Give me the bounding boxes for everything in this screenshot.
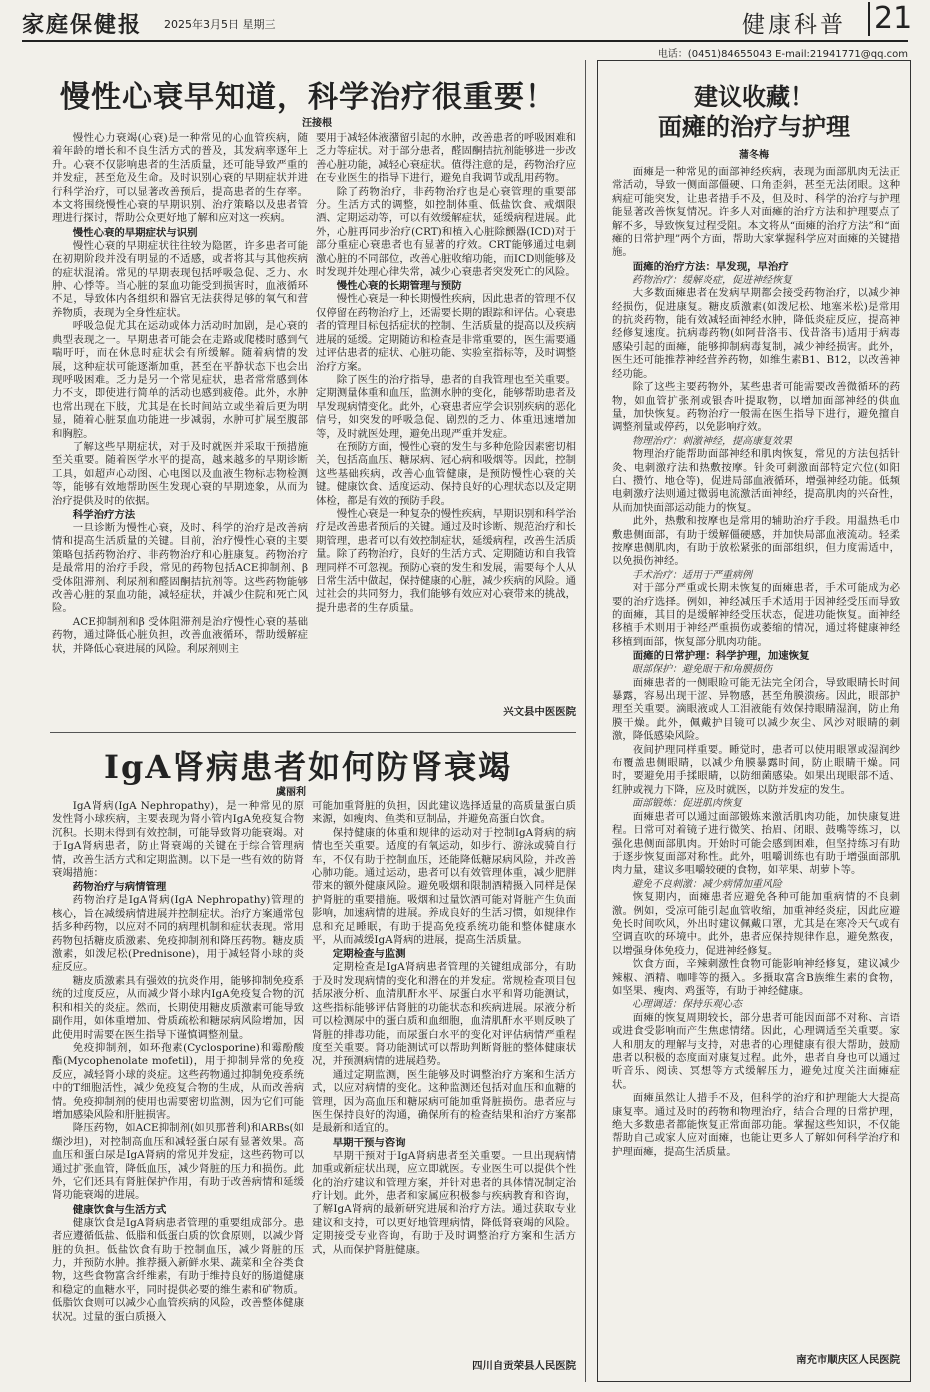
paragraph: 面瘫是一种常见的面部神经疾病，表现为面部肌肉无法正常活动，导致一侧面部僵硬、口角歪斜，甚至无法闭眼。这种病症可能突发，让患者措手不及，但及时、科学的治疗与护理能显著改善恢复情况。许多人对面瘫的治疗方法和护理要点了解不多，导致恢复过程受阻。本文将从“面瘫的治疗方法”和“面瘫的日常护理”两个方面，帮助大家掌握科学应对面瘫的关键措施。: [612, 166, 900, 259]
paragraph: 除了药物治疗，非药物治疗也是心衰管理的重要部分。生活方式的调整，如控制体重、低盐饮食、戒烟限酒、定期运动等，可以有效缓解症状，延缓病程进展。此外，心脏再同步治疗(CRT)和植入心脏除颤器(ICD)对于部分重症心衰患者也有显著的疗效。CRT能够通过电刺激心脏的不同部位，改善心脏收缩功能，而ICD则能够及时发现并处理心律失常，减少心衰患者突发死亡的风险。: [316, 185, 576, 279]
article3-body: [612, 166, 900, 1159]
section-heading: 早期干预与咨询: [332, 1136, 406, 1149]
subsection-heading: 药物治疗：缓解炎症，促进神经恢复: [632, 274, 792, 286]
article1-title: 慢性心衰早知道，科学治疗很重要！: [60, 80, 556, 115]
paragraph: 饮食方面，辛辣刺激性食物可能影响神经修复，建议减少辣椒、酒精、咖啡等的摄入。多摄取富含B族维生素的食物，如坚果、瘦肉、鸡蛋等，有助于神经健康。: [612, 958, 900, 997]
contact-info: 电话：(0451)84655043 E-mail:21941771@qq.com: [657, 49, 908, 60]
subsection-heading: 物理治疗：刺激神经，提高康复效果: [632, 435, 792, 447]
article2-column-2: [312, 800, 576, 1257]
paragraph: 慢性心衰的早期症状往往较为隐匿，许多患者可能在初期阶段并没有明显的不适感，或者将其与其他疾病的症状混淆。常见的早期表现包括呼吸急促、乏力、水肿、心悸等。当心脏的泵血功能受到损害时，血液循环不足，导致体内各组织和器官无法获得足够的氧气和营养物质，表现为全身性症状。: [52, 239, 308, 319]
paragraph: 慢性心衰是一种复杂的慢性疾病，早期识别和科学治疗是改善患者预后的关键。通过及时诊断、规范治疗和长期管理，患者可以有效控制症状，延缓病程，改善生活质量。除了药物治疗，良好的生活方式、定期随访和自我管理同样不可忽视。预防心衰的发生和发展，需要每个人从日常生活中做起，保持健康的心脏，减少疾病的风险。通过社会的共同努力，我们能够有效应对心衰带来的挑战，提升患者的生存质量。: [316, 507, 576, 614]
article2-author: 虞丽利: [276, 787, 306, 798]
section-heading: 药物治疗与病情管理: [72, 881, 167, 894]
article1-source: 兴文县中医医院: [503, 706, 576, 718]
article2-column-1: [52, 800, 304, 1324]
paragraph: 一旦诊断为慢性心衰，及时、科学的治疗是改善病情和提高生活质量的关键。目前，治疗慢性心衰的主要策略包括药物治疗、非药物治疗和心脏康复。药物治疗是最常用的治疗手段，常见的药物包括ACE抑制剂、β 受体阻滞剂、利尿剂和醛固酮拮抗剂等。这些药物能够改善心脏的泵血功能，减轻症状，并减少住院和死亡风险。: [52, 521, 308, 615]
section-heading: 慢性心衰的长期管理与预防: [336, 280, 462, 293]
paragraph: 保持健康的体重和规律的运动对于控制IgA肾病的病情也至关重要。适度的有氧运动，如步行、游泳或骑自行车，不仅有助于控制血压，还能降低糖尿病风险，并改善心肺功能。通过运动，患者可以有效管理体重，减少肥胖带来的额外健康风险。避免吸烟和限制酒精摄入同样是保护肾脏的重要措施。吸烟和过量饮酒可能对肾脏产生负面影响，加速病情的进展。养成良好的生活习惯，如规律作息和充足睡眠，有助于提高免疫系统功能和整体健康水平，从而减缓IgA肾病的进展，提高生活质量。: [312, 826, 576, 947]
section-heading: 面瘫的日常护理：科学护理，加速恢复: [632, 650, 810, 663]
paragraph: 对于部分严重或长期未恢复的面瘫患者，手术可能成为必要的治疗选择。例如，神经减压手术适用于因神经受压而导致的面瘫，其目的是缓解神经受压状态，促进功能恢复。面神经移植手术则用于神经严重损伤或萎缩的情况，通过将健康神经移植到面部，恢复部分肌肉功能。: [612, 582, 900, 648]
paragraph: ACE抑制剂和β 受体阻滞剂是治疗慢性心衰的基础药物，通过降低心脏负担，改善血液循环，帮助缓解症状，并降低心衰进展的风险。利尿剂则主: [52, 615, 308, 655]
column-divider: [585, 60, 586, 1382]
section-name: 健康科普: [742, 12, 846, 38]
paragraph: 慢性心力衰竭(心衰)是一种常见的心血管疾病，随着年龄的增长和不良生活方式的普及，其发病率逐年上升。心衰不仅影响患者的生活质量，还可能导致严重的并发症，甚至危及生命。及时识别心衰的早期症状并进行科学治疗，可以显著改善预后，提高患者的生存率。本文将围绕慢性心衰的早期识别、治疗策略以及患者管理进行探讨，帮助公众更好地了解和应对这一疾病。: [52, 132, 308, 225]
article1-column-1: [52, 132, 308, 656]
section-heading: 科学治疗方法: [72, 508, 136, 521]
paragraph: 除了这些主要药物外，某些患者可能需要改善微循环的药物，如血管扩张剂或银杏叶提取物，以增加面部神经的供血量，加快恢复。药物治疗一般需在医生指导下进行，避免擅自调整剂量或停药，以免影响疗效。: [612, 381, 900, 434]
paragraph: 慢性心衰是一种长期慢性疾病，因此患者的管理不仅仅停留在药物治疗上，还需要长期的跟踪和评估。心衰患者的管理目标包括症状的控制、生活质量的提高以及疾病进展的延缓。定期随访和检查是非常重要的，医生需要通过评估患者的症状、心脏功能、实验室指标等，及时调整治疗方案。: [316, 293, 576, 373]
paragraph: 恢复期内，面瘫患者应避免各种可能加重病情的不良刺激。例如，受凉可能引起血管收缩，加重神经炎症，因此应避免长时间吹风，外出时建议佩戴口罩，尤其是在寒冷天气或有空调直吹的环境中。此外，患者应保持规律作息，避免熬夜，以增强身体免疫力，促进神经修复。: [612, 891, 900, 957]
article2-source-wrap: [312, 1360, 576, 1373]
article-divider: [50, 732, 576, 733]
paragraph: 面瘫的恢复周期较长，部分患者可能因面部不对称、言语或进食受影响而产生焦虑情绪。因此，心理调适至关重要。家人和朋友的理解与支持，对患者的心理健康有很大帮助，鼓励患者以积极的态度面对康复过程。此外，患者自身也可以通过听音乐、阅读、冥想等方式缓解压力，避免过度关注面瘫症状。: [612, 1011, 900, 1091]
article3-title-line1: 建议收藏！: [694, 82, 814, 111]
subsection-heading: 手术治疗：适用于严重病例: [632, 569, 752, 581]
page-number: 21: [868, 2, 912, 36]
paragraph: 糖皮质激素具有强效的抗炎作用，能够抑制免疫系统的过度反应，从而减少肾小球内IgA免疫复合物的沉积和相关的炎症。然而，长期使用糖皮质激素可能导致副作用，如体重增加、骨质疏松和糖尿病风险增加，因此使用时需要在医生指导下谨慎调整剂量。: [52, 974, 304, 1041]
paragraph: 呼吸急促尤其在运动或体力活动时加剧，是心衰的典型表现之一。早期患者可能会在走路或爬楼时感到气喘吁吁，而在休息时症状会有所缓解。随着病情的发展，这种症状可能逐渐加重，甚至在平静状态下也会出现呼吸困难。乏力是另一个常见症状，患者常常感到体力不支，即使进行简单的活动也感到疲倦。此外，水肿也常出现在下肢，尤其是在长时间站立或坐着后更为明显，随着心脏泵血功能进一步减弱，水肿可扩展至腹部和胸腔。: [52, 320, 308, 440]
paragraph: 除了医生的治疗指导，患者的自我管理也至关重要。定期测量体重和血压，监测水肿的变化，能够帮助患者及早发现病情变化。此外，心衰患者应学会识别疾病的恶化信号，如突发的呼吸急促、剧烈的乏力、体重迅速增加等，及时就医处理，避免出现严重并发症。: [316, 373, 576, 440]
article3-title: [597, 82, 911, 142]
paper-name: 家庭保健报: [22, 12, 143, 38]
paragraph: 在预防方面，慢性心衰的发生与多种危险因素密切相关，包括高血压、糖尿病、冠心病和吸烟等。因此，控制这些基础疾病，改善心血管健康，是预防慢性心衰的关键。健康饮食、适度运动、保持良好的心理状态以及定期体检，都是有效的预防手段。: [316, 440, 576, 507]
paragraph: 大多数面瘫患者在发病早期都会接受药物治疗，以减少神经损伤，促进康复。糖皮质激素(如泼尼松、地塞米松)是常用的抗炎药物，能有效减轻面神经水肿，降低炎症反应，提高神经修复速度。抗病毒药物(如阿昔洛韦、伐昔洛韦)适用于病毒感染引起的面瘫，能够抑制病毒复制，减少神经损害。此外，医生还可能推荐神经营养药物，如维生素B1、B12，以改善神经功能。: [612, 287, 900, 380]
paragraph: 面瘫患者的一侧眼睑可能无法完全闭合，导致眼睛长时间暴露，容易出现干涩、异物感，甚至角膜溃疡。因此，眼部护理至关重要。滴眼液或人工泪液能有效保持眼睛湿润，防止角膜干燥。此外，佩戴护目镜可以减少灰尘、风沙对眼睛的刺激，降低感染风险。: [612, 676, 900, 743]
paragraph: 物理治疗能帮助面部神经和肌肉恢复，常见的方法包括针灸、电刺激疗法和热敷按摩。针灸可刺激面部特定穴位(如阳白、攒竹、地仓等)，促进局部血液循环，增强神经功能。低频电刺激疗法则通过微弱电流激活面神经，提高肌肉的兴奋性，从而加快面部运动能力的恢复。: [612, 448, 900, 514]
paragraph: 了解这些早期症状，对于及时就医并采取干预措施至关重要。随着医学水平的提高，越来越多的早期诊断工具，如超声心动图、心电图以及血液生物标志物检测等，能够有效地帮助医生发现心衰的早期迹象，从而为治疗提供及时的依据。: [52, 440, 308, 507]
section-heading: 定期检查与监测: [332, 948, 406, 961]
paragraph: 健康饮食是IgA肾病患者管理的重要组成部分。患者应遵循低盐、低脂和低蛋白质的饮食原则，以减少肾脏的负担。低盐饮食有助于控制血压，减少肾脏的压力，并预防水肿。推荐摄入新鲜水果、蔬菜和全谷类食物，这些食物富含纤维素，有助于维持良好的肠道健康和稳定的血糖水平，同时提供必要的维生素和矿物质。低脂饮食则可以减少心血管疾病的风险，改善整体健康状况。过量的蛋白质摄入: [52, 1216, 304, 1323]
paragraph: 早期干预对于IgA肾病患者至关重要。一旦出现病情加重或新症状出现，应立即就医。专业医生可以提供个性化的治疗建议和管理方案，并针对患者的具体情况制定治疗计划。此外，患者和家属应积极参与疾病教育和咨询，了解IgA肾病的最新研究进展和治疗方法。通过获取专业建议和支持，可以更好地管理病情，降低肾衰竭的风险。定期接受专业咨询，有助于及时调整治疗方案和生活方式，从而保护肾脏健康。: [312, 1149, 576, 1256]
article3-title-line2: 面瘫的治疗与护理: [658, 112, 850, 141]
article1-source-wrap: [316, 706, 576, 719]
article3-author: 蒲冬梅: [739, 150, 769, 161]
article2-source: 四川自贡荣县人民医院: [472, 1360, 576, 1372]
issue-date: 2025年3月5日 星期三: [164, 18, 276, 31]
page-header: [0, 0, 930, 46]
paragraph: 面瘫患者可以通过面部锻炼来激活肌肉功能，加快康复进程。日常可对着镜子进行微笑、抬眉、闭眼、鼓嘴等练习，以强化患侧面部肌肉。开始时可能会感到困难，但坚持练习有助于逐步恢复面部对称性。此外，咀嚼训练也有助于增强面部肌肉力量，建议多咀嚼较硬的食物，如苹果、胡萝卜等。: [612, 810, 900, 877]
section-heading: 面瘫的治疗方法：早发现，早治疗: [632, 260, 789, 273]
paragraph: 要用于减轻体液潴留引起的水肿，改善患者的呼吸困难和乏力等症状。对于部分患者，醛固酮拮抗剂能够进一步改善心脏功能，减轻心衰症状。值得注意的是，药物治疗应在专业医生的指导下进行，避免自我调节或乱用药物。: [316, 132, 576, 185]
paragraph: 通过定期监测，医生能够及时调整治疗方案和生活方式，以应对病情的变化。这种监测还包括对血压和血糖的管理，因为高血压和糖尿病可能加重肾脏损伤。患者应与医生保持良好的沟通，确保所有的检查结果和治疗方案都是最新和适宜的。: [312, 1068, 576, 1135]
article2-title: IgA肾病患者如何防肾衰竭: [104, 748, 513, 786]
subsection-heading: 面部锻炼：促进肌肉恢复: [632, 798, 742, 810]
section-heading: 健康饮食与生活方式: [72, 1203, 167, 1216]
paragraph: 夜间护理同样重要。睡觉时，患者可以使用眼罩或湿润纱布覆盖患侧眼睛，以减少角膜暴露时间，防止眼睛干燥。同时，要避免用手揉眼睛，以防细菌感染。如果出现眼部不适、红肿或视力下降，应及时就医，以防并发症的发生。: [612, 743, 900, 796]
paragraph: 可能加重肾脏的负担，因此建议选择适量的高质量蛋白质来源，如瘦肉、鱼类和豆制品，并避免高蛋白饮食。: [312, 800, 576, 826]
article3-source: 南充市顺庆区人民医院: [796, 1354, 900, 1366]
header-rule: [22, 40, 908, 42]
paragraph: 免疫抑制剂，如环孢素(Cyclosporine)和霉酚酸酯(Mycophenolate mofetil)，用于抑制异常的免疫反应，减轻肾小球的炎症。这些药物通过抑制免疫系统中的T细胞活性，减少免疫复合物的生成，从而改善病情。免疫抑制剂的使用也需要密切监测，因为它们可能增加感染风险和肝脏损害。: [52, 1041, 304, 1121]
paragraph: 定期检查是IgA肾病患者管理的关键组成部分，有助于及时发现病情的变化和潜在的并发症。常规检查项目包括尿液分析、血清肌酐水平、尿蛋白水平和肾功能测试，这些指标能够评估肾脏的功能状态和疾病进展。尿液分析可以检测尿中的蛋白质和血细胞，血清肌酐水平则反映了肾脏的排毒功能，而尿蛋白水平的变化对评估病情严重程度至关重要。肾功能测试可以帮助判断肾脏的整体健康状况，并预测病情的进展趋势。: [312, 961, 576, 1068]
paragraph: 药物治疗是IgA肾病(IgA Nephropathy)管理的核心，旨在减缓病情进展并控制症状。治疗方案通常包括多种药物，以应对不同的病理机制和症状表现。常用药物包括糖皮质激素、免疫抑制剂和降压药物。糖皮质激素，如泼尼松(Prednisone)，用于减轻肾小球的炎症反应。: [52, 894, 304, 974]
article1-author: 汪接根: [302, 118, 332, 129]
subsection-heading: 眼部保护：避免眼干和角膜损伤: [632, 664, 772, 676]
paragraph: 面瘫虽然让人措手不及，但科学的治疗和护理能大大提高康复率。通过及时的药物和物理治疗，结合合理的日常护理，绝大多数患者都能恢复正常面部功能。掌握这些知识，不仅能帮助自己或家人应对面瘫，也能让更多人了解如何科学治疗和护理面瘫，提高生活质量。: [612, 1092, 900, 1158]
paragraph: IgA肾病(IgA Nephropathy)，是一种常见的原发性肾小球疾病，主要表现为肾小管内IgA免疫复合物沉积。长期未得到有效控制，可能导致肾功能衰竭。对于IgA肾病患者，防止肾衰竭的关键在于综合管理病情，改善生活方式和定期监测。以下是一些有效的防肾衰竭措施：: [52, 800, 304, 880]
article3-source-wrap: [612, 1354, 900, 1367]
paragraph: 降压药物，如ACE抑制剂(如贝那普利)和ARBs(如缬沙坦)，对控制高血压和减轻蛋白尿有显著效果。高血压和蛋白尿是IgA肾病的常见并发症，这些药物可以通过扩张血管，降低血压，减少肾脏的压力和损伤。此外，它们还具有肾脏保护作用，有助于改善病情和延缓肾功能衰竭的进展。: [52, 1122, 304, 1202]
paragraph: 此外，热敷和按摩也是常用的辅助治疗手段。用温热毛巾敷患侧面部，有助于缓解僵硬感，并加快局部血液流动。轻柔按摩患侧肌肉，有助于放松紧张的面部组织，但力度需适中，以免损伤神经。: [612, 515, 900, 568]
subsection-heading: 心理调适：保持乐观心态: [632, 999, 742, 1011]
section-heading: 慢性心衰的早期症状与识别: [72, 226, 198, 239]
subsection-heading: 避免不良刺激：减少病情加重风险: [632, 878, 782, 890]
article1-column-2: [316, 132, 576, 615]
